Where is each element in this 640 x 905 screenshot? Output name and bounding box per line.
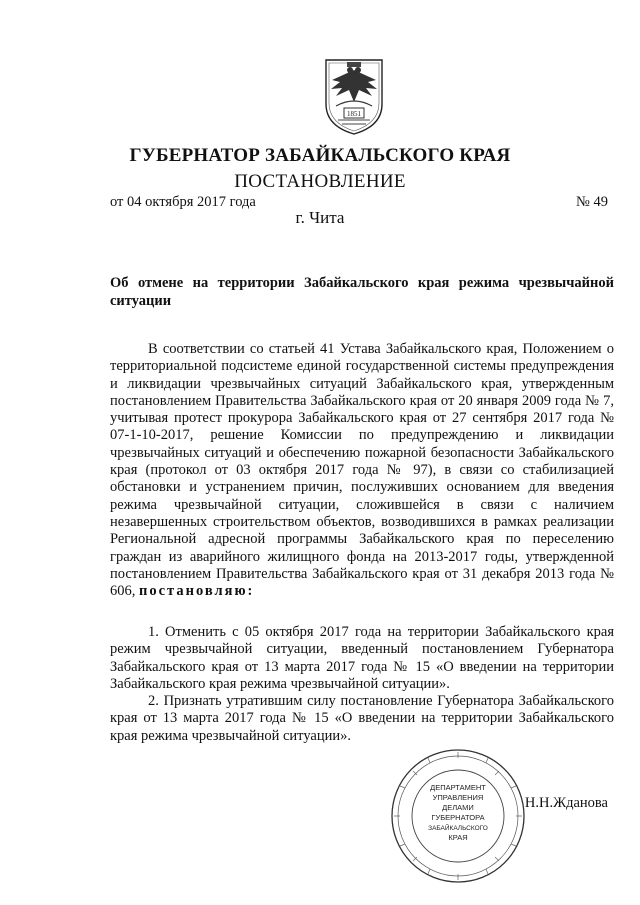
official-seal-icon: [388, 746, 528, 886]
issuing-authority: ГУБЕРНАТОР ЗАБАЙКАЛЬСКОГО КРАЯ: [129, 145, 511, 166]
svg-text:ГУБЕРНАТОРА: ГУБЕРНАТОРА: [431, 813, 485, 822]
document-title: Об отмене на территории Забайкальского края режима чрезвычайной ситуации: [110, 275, 614, 309]
document-number: № 49: [576, 194, 608, 210]
document-city: г. Чита: [295, 208, 345, 227]
decree-item-1: 1. Отменить с 05 октября 2017 года на территории Забайкальского края режим чрезвычайной ситуации, введенный постановлением Губернатора Забайкальского края от 13 марта 2017 года № 15 «О введении на территории Забайкальского края режима чрезвычайной ситуации».: [110, 624, 614, 692]
preamble: [110, 341, 614, 600]
svg-text:ЗАБАЙКАЛЬСКОГО: ЗАБАЙКАЛЬСКОГО: [428, 825, 488, 832]
decree-item-2: 2. Признать утратившим силу постановление Губернатора Забайкальского края от 13 марта 2017 года № 15 «О введении на территории Забайкальского края режима чрезвычайной ситуации».: [110, 693, 614, 744]
svg-text:КРАЯ: КРАЯ: [448, 833, 468, 842]
decree-word: постановляю:: [139, 583, 255, 600]
document-date: от 04 октября 2017 года: [110, 194, 256, 210]
decree-items: [110, 624, 614, 745]
svg-text:УПРАВЛЕНИЯ: УПРАВЛЕНИЯ: [432, 793, 484, 802]
svg-text:ДЕЛАМИ: ДЕЛАМИ: [442, 803, 474, 812]
document-type: ПОСТАНОВЛЕНИЕ: [234, 171, 406, 192]
coat-of-arms-icon: [322, 56, 386, 136]
svg-text:ДЕПАРТАМЕНТ: ДЕПАРТАМЕНТ: [430, 783, 486, 792]
signer-name: Н.Н.Жданова: [524, 795, 608, 811]
preamble-text: В соответствии со статьей 41 Устава Забайкальского края, Положением о территориальной подсистеме единой государственной системы предупреждения и ликвидации чрезвычайных ситуаций Забайкальского края, утвержденным постановлением Правительства Забайкальского края от 20 января 2009 года № 7, учитывая протест прокурора Забайкальского края от 27 сентября 2017 года № 07-1-10-2017, решение Комиссии по предупреждению и ликвидации чрезвычайных ситуаций и обеспечению пожарной безопасности Забайкальского края (протокол от 03 октября 2017 года № 97), в связи со стабилизацией обстановки и устранением причин, послуживших основанием для введения режима чрезвычайной ситуации, сложившейся в связи с наличием незавершенных строительством объектов, возводившихся в рамках реализации Региональной адресной программы Забайкальского края по переселению граждан из аварийного жилищного фонда на 2013-2017 годы, утвержденной постановлением Правительства Забайкальского края от 31 декабря 2013 года № 606,: [110, 341, 614, 600]
svg-text:1851: 1851: [347, 110, 361, 118]
